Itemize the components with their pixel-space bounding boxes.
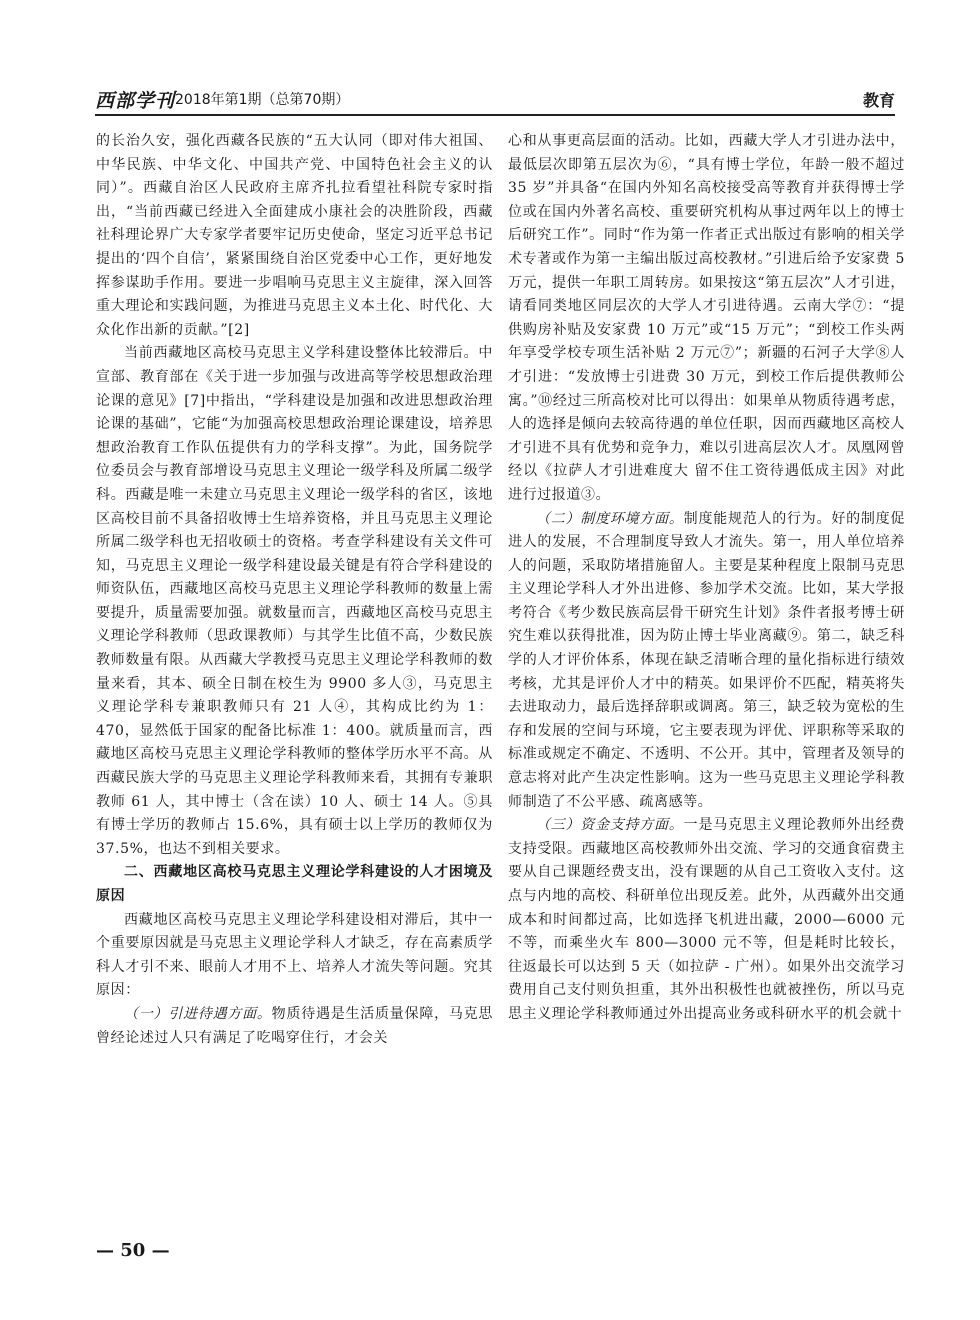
page-header bbox=[95, 84, 895, 116]
body-paragraph bbox=[96, 342, 493, 861]
left-column bbox=[96, 130, 493, 1050]
body-paragraph bbox=[96, 1003, 493, 1050]
right-column bbox=[508, 130, 905, 1027]
paragraph-text: 当前西藏地区高校马克思主义学科建设整体比较滞后。中宣部、教育部在《关于进一步加强与改进高等学校思想政治理论课的意见》[7]中指出，“学科建设是加强和改进思想政治理论课的基础”，它能“为加强高校思想政治理论课建设，培养思想政治教育工作队伍提供有力的学科支撑”。为此，国务院学位委员会与教育部增设马克思主义理论一级学科及所属二级学科。西藏是唯一未建立马克思主义理论一级学科的省区，该地区高校目前不具备招收博士生培养资格，并且马克思主义理论所属二级学科也无招收硕士的资格。考查学科建设有关文件可知，马克思主义理论一级学科建设最关键是有符合学科建设的师资队伍，西藏地区高校马克思主义理论学科教师的数量上需要提升，质量需要加强。就数量而言，西藏地区高校马克思主义理论学科教师（思政课教师）与其学生比值不高，少数民族教师数量有限。从西藏大学教授马克思主义理论学科教师的数量来看，其本、硕全日制在校生为 9900 多人③，马克思主义理论学科专兼职教师只有 21 人④，其构成比约为 1：470，显然低于国家的配备比标准 1：400。就质量而言，西藏地区高校马克思主义理论学科教师的整体学历水平不高。从西藏民族大学的马克思主义理论学科教师来看，其拥有专兼职教师 61 人，其中博士（含在读）10 人、硕士 14 人。⑤具有博士学历的教师占 15.6%，具有硕士以上学历的教师仅为 37.5%，也达不到相关要求。 bbox=[96, 345, 493, 857]
page-number: — 50 — bbox=[96, 1240, 170, 1261]
paragraph-text: 二、西藏地区高校马克思主义理论学科建设的人才困境及原因 bbox=[96, 864, 493, 904]
body-paragraph bbox=[96, 909, 493, 1003]
body-paragraph bbox=[508, 508, 905, 815]
body-paragraph bbox=[96, 130, 493, 342]
section-tag: 教育 bbox=[862, 91, 895, 110]
journal-logo: 西部学刊 bbox=[95, 90, 176, 112]
section-heading bbox=[96, 861, 493, 908]
paragraph-text: 西藏地区高校马克思主义理论学科建设相对滞后，其中一个重要原因就是马克思主义理论学科人才缺乏，存在高素质学科人才引不来、眼前人才用不上、培养人才流失等问题。究其原因： bbox=[96, 911, 493, 999]
body-paragraph bbox=[508, 814, 905, 1026]
subsection-keyword: （三）资金支持方面。 bbox=[536, 817, 684, 834]
paragraph-text: 的长治久安，强化西藏各民族的“五大认同（即对伟大祖国、中华民族、中华文化、中国共产党、中国特色社会主义的认同）”。西藏自治区人民政府主席齐扎拉看望社科院专家时指出，“当前西藏已经进入全面建成小康社会的决胜阶段，西藏社科理论界广大专家学者要牢记历史使命，坚定习近平总书记提出的‘四个自信’，紧紧围绕自治区党委中心工作，更好地发挥参谋助手作用。要进一步唱响马克思主义主旋律，深入回答重大理论和实践问题，为推进马克思主义本土化、时代化、大众化作出新的贡献。”[2] bbox=[96, 133, 493, 338]
paragraph-text: 心和从事更高层面的活动。比如，西藏大学人才引进办法中，最低层次即第五层次为⑥，“具有博士学位，年龄一般不超过 35 岁”并具备“在国内外知名高校接受高等教育并获得博士学位或在国内外著名高校、重要研究机构从事过两年以上的博士后研究工作”。同时“作为第一作者正式出版过有影响的相关学术专著或作为第一主编出版过高校教材。”引进后给予安家费 5 万元，提供一年职工周转房。如果按这“第五层次”人才引进，请看同类地区同层次的大学人才引进待遇。云南大学⑦：“提供购房补贴及安家费 10 万元”或“15 万元”；“到校工作头两年享受学校专项生活补贴 2 万元⑦”；新疆的石河子大学⑧人才引进：“发放博士引进费 30 万元，到校工作后提供教师公寓。”⑩经过三所高校对比可以得出：如果单从物质待遇考虑，人的选择是倾向去较高待遇的单位任职，因而西藏地区高校人才引进不具有优势和竞争力，难以引进高层次人才。凤凰网曾经以《拉萨人才引进难度大 留不住工资待遇低成主因》对此进行过报道③。 bbox=[508, 133, 905, 503]
paragraph-text: 物质待遇是生活质量保障，马克思曾经论述过人只有满足了吃喝穿住行，才会关 bbox=[96, 1005, 494, 1046]
subsection-keyword: （二）制度环境方面。 bbox=[536, 510, 684, 527]
paragraph-text: 制度能规范人的行为。好的制度促进人的发展，不合理制度导致人才流失。第一，用人单位培养人的问题，采取防堵措施留人。主要是某种程度上限制马克思主义理论学科人才外出进修、参加学术交流。比如，某大学报考符合《考少数民族高层骨干研究生计划》条件者报考博士研究生难以获得批准，因为防止博士毕业离藏⑨。第二，缺乏科学的人才评价体系，体现在缺乏清晰合理的量化指标进行绩效考核，尤其是评价人才中的精英。如果评价不匹配，精英将失去进取动力，最后选择辞职或调离。第三，缺乏较为宽松的生存和发展的空间与环境，它主要表现为评优、评职称等采取的标准或规定不确定、不透明、不公开。其中，管理者及领导的意志将对此产生决定性影响。这为一些马克思主义理论学科教师制造了不公平感、疏离感等。 bbox=[508, 510, 906, 810]
paragraph-text: 一是马克思主义理论教师外出经费支持受限。西藏地区高校教师外出交流、学习的交通食宿费主要从自己课题经费支出，没有课题的从自己工资收入支付。这点与内地的高校、科研单位出现反差。此外，从西藏外出交通成本和时间都过高，比如选择飞机进出藏，2000—6000 元不等，而乘坐火车 800—3000 元不等，但是耗时比较长，往返最长可以达到 5 天（如拉萨 - 广州）。如果外出交流学习费用自己支付则负担重，其外出积极性也就被挫伤，所以马克思主义理论学科教师通过外出提高业务或科研水平的机会就十 bbox=[508, 817, 906, 1022]
issue-info: 2018年第1期（总第70期） bbox=[175, 92, 350, 108]
body-paragraph bbox=[508, 130, 905, 508]
subsection-keyword: （一）引进待遇方面。 bbox=[124, 1005, 272, 1022]
